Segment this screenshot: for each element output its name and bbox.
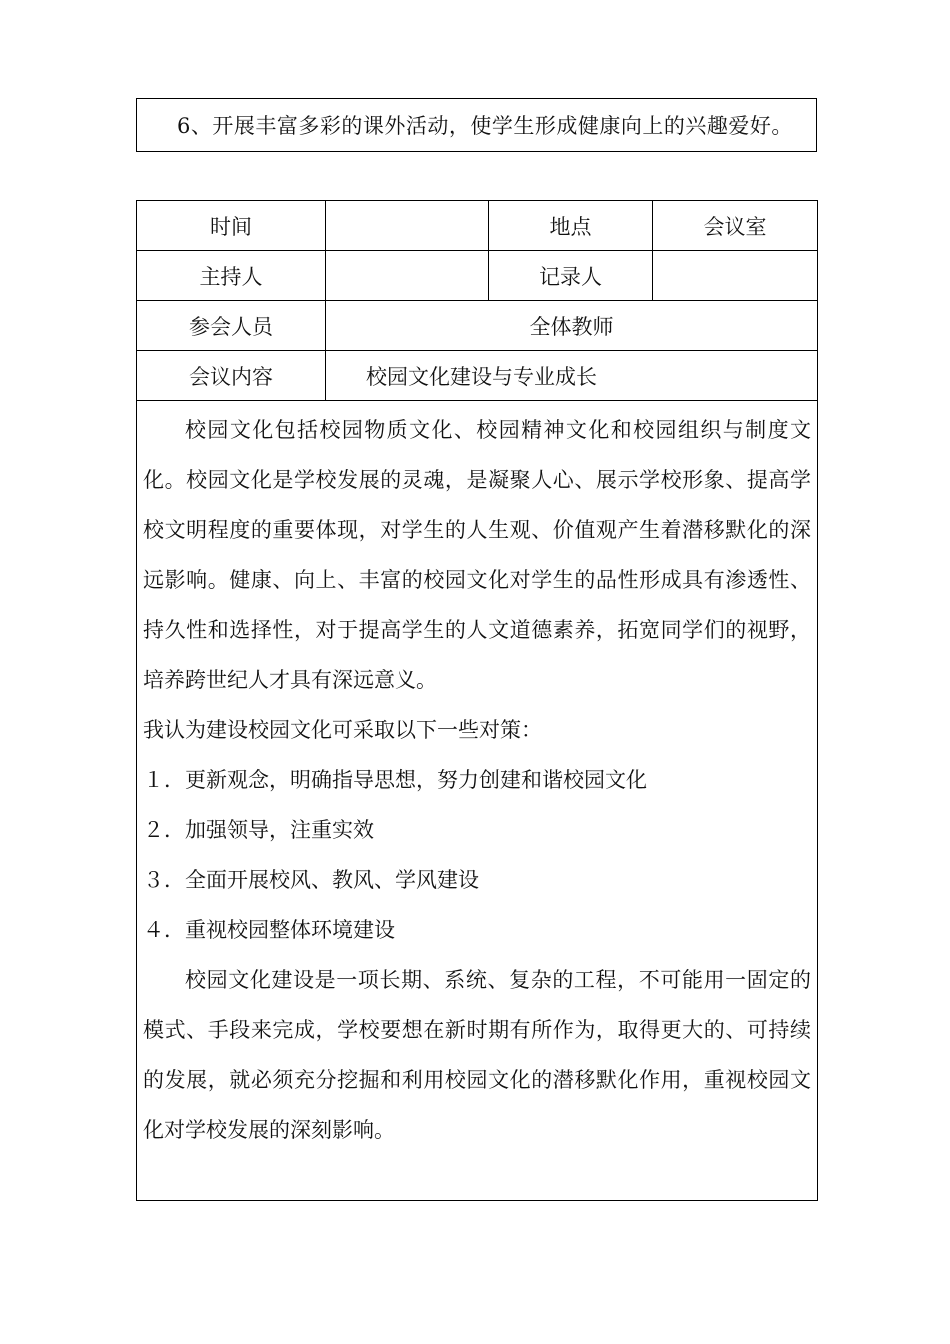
list-item: １．更新观念，明确指导思想，努力创建和谐校园文化 — [143, 768, 647, 792]
content-value: 校园文化建设与专业成长 — [326, 351, 818, 401]
body-intro: 我认为建设校园文化可采取以下一些对策： — [143, 718, 542, 742]
attendees-value: 全体教师 — [326, 301, 818, 351]
list-item: ２．加强领导，注重实效 — [143, 818, 374, 842]
time-place-row — [137, 201, 818, 251]
attendees-row — [137, 301, 818, 351]
time-label: 时间 — [137, 201, 326, 251]
place-value: 会议室 — [653, 201, 818, 251]
list-item: ３．全面开展校风、教风、学风建设 — [143, 868, 479, 892]
attendees-label: 参会人员 — [137, 301, 326, 351]
content-row — [137, 351, 818, 401]
time-value — [326, 201, 489, 251]
recorder-value — [653, 251, 818, 301]
content-label: 会议内容 — [137, 351, 326, 401]
previous-section-box — [136, 98, 817, 152]
list-item: ４．重视校园整体环境建设 — [143, 918, 395, 942]
body-row — [137, 401, 818, 1201]
body-paragraph-1: 校园文化包括校园物质文化、校园精神文化和校园组织与制度文化。校园文化是学校发展的灵魂，是凝聚人心、展示学校形象、提高学校文明程度的重要体现，对学生的人生观、价值观产生着潜移默化的深远影响。健康、向上、丰富的校园文化对学生的品性形成具有渗透性、持久性和选择性，对于提高学生的人文道德素养，拓宽同学们的视野，培养跨世纪人才具有深远意义。 — [143, 418, 811, 692]
activity-note: 6、开展丰富多彩的课外活动，使学生形成健康向上的兴趣爱好。 — [177, 114, 793, 138]
host-label: 主持人 — [137, 251, 326, 301]
recorder-label: 记录人 — [489, 251, 653, 301]
meeting-body — [137, 401, 818, 1201]
body-paragraph-2: 校园文化建设是一项长期、系统、复杂的工程，不可能用一固定的模式、手段来完成，学校要想在新时期有所作为，取得更大的、可持续的发展，就必须充分挖掘和利用校园文化的潜移默化作用，重视校园文化对学校发展的深刻影响。 — [143, 968, 811, 1142]
place-label: 地点 — [489, 201, 653, 251]
host-recorder-row — [137, 251, 818, 301]
meeting-record-table — [136, 200, 818, 1201]
host-value — [326, 251, 489, 301]
